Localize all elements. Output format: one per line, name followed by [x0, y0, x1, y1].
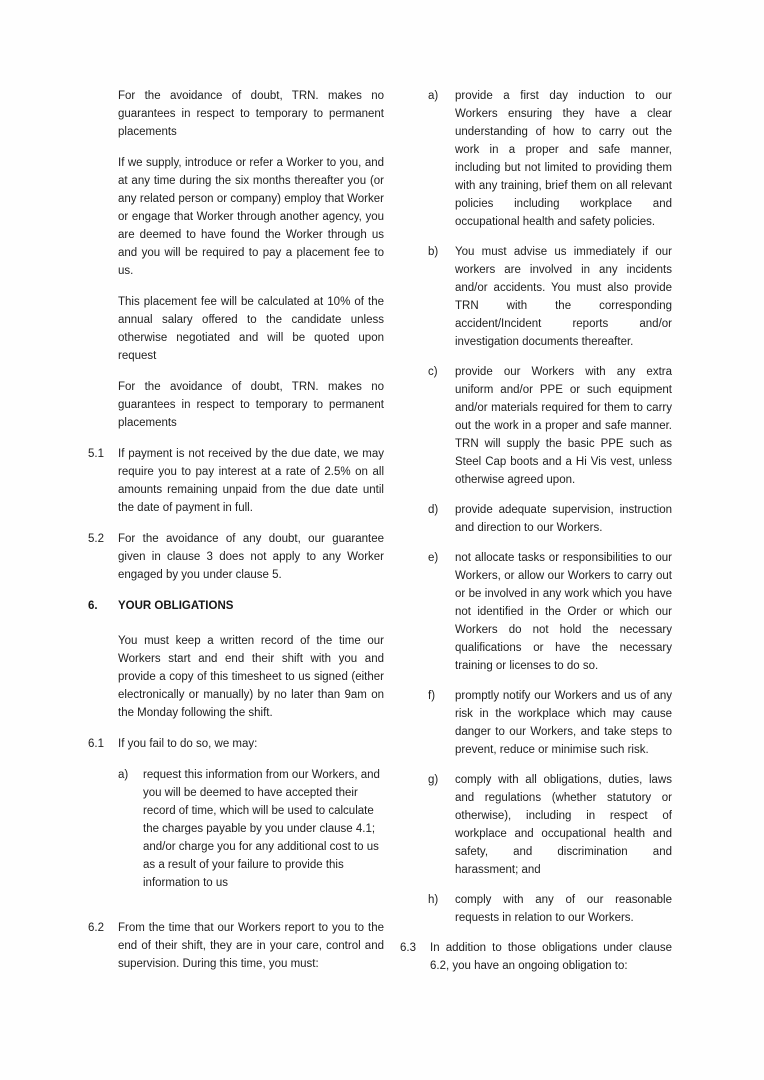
paragraph-placement-guarantee-1: For the avoidance of doubt, TRN. makes no guarantees in respect to temporary to permanent placements — [118, 90, 384, 138]
list-item-d — [400, 501, 672, 537]
paragraph-timesheet-record: You must keep a written record of the time our Workers start and end their shift with you and provide a copy of this timesheet to us signed (either electronically or manually) by no later than 9am on the Monday following the shift. — [118, 635, 384, 719]
list-marker: e) — [428, 552, 439, 564]
list-marker: h) — [428, 894, 439, 906]
paragraph-worker-referral: If we supply, introduce or refer a Worker to you, and at any time during the six months thereafter you (or any related person or company) employ that Worker or engage that Worker through another agency, you are deemed to have found the Worker through us and you will be required to pay a placement fee to us. — [118, 157, 384, 277]
clause-text: If payment is not received by the due date, we may require you to pay interest at a rate of 2.5% on all amounts remaining unpaid from the due date until the date of payment in full. — [118, 448, 384, 514]
list-marker: b) — [428, 246, 439, 258]
list-item-text: not allocate tasks or responsibilities to our Workers, or allow our Workers to carry out or be involved in any work which you have not identified in the Order or which our Workers do not hold the necessary qualifications or have the necessary training or licenses to do so. — [455, 552, 672, 672]
clause-5-2 — [88, 530, 384, 584]
left-column — [88, 87, 384, 986]
list-item-b — [400, 243, 672, 351]
list-item-text: comply with any of our reasonable requests in relation to our Workers. — [455, 894, 672, 924]
right-column — [400, 87, 672, 988]
clause-number: 6.1 — [88, 738, 104, 750]
list-item-text: request this information from our Workers, and you will be deemed to have accepted their record of time, which will be used to calculate the charges payable by you under clause 4.1; and/or charge you for any additional cost to us as a result of your failure to provide this information to us — [143, 769, 380, 889]
list-item-text: promptly notify our Workers and us of any risk in the workplace which may cause danger to our Workers, and take steps to prevent, reduce or minimise such risk. — [455, 690, 672, 756]
list-item-c — [400, 363, 672, 489]
clause-number: 6.3 — [400, 942, 416, 954]
clause-text: If you fail to do so, we may: — [118, 738, 258, 750]
list-item-a — [400, 87, 672, 231]
list-item-text: comply with all obligations, duties, laws and regulations (whether statutory or otherwise), including in respect of workplace and occupational health and safety, and discrimination and harassment; and — [455, 774, 672, 876]
clause-number: 6.2 — [88, 922, 104, 934]
clause-5-1 — [88, 445, 384, 517]
section-title: YOUR OBLIGATIONS — [118, 600, 234, 612]
list-item-text: You must advise us immediately if our workers are involved in any incidents and/or accidents. You must also provide TRN with the corresponding accident/Incident reports and/or investigation documents thereafter. — [455, 246, 672, 348]
clause-text: For the avoidance of any doubt, our guarantee given in clause 3 does not apply to any Worker engaged by you under clause 5. — [118, 533, 384, 581]
section-heading-your-obligations — [88, 597, 384, 615]
list-item-text: provide a first day induction to our Workers ensuring they have a clear understanding of how to carry out the work in a proper and safe manner, including but not limited to providing them with any training, brief them on all relevant policies including workplace and occupational health and safety policies. — [455, 90, 672, 228]
paragraph-placement-fee: This placement fee will be calculated at 10% of the annual salary offered to the candidate unless otherwise negotiated and will be quoted upon request — [118, 296, 384, 362]
list-marker: a) — [428, 90, 439, 102]
list-marker: a) — [118, 769, 129, 781]
list-marker: g) — [428, 774, 439, 786]
section-number: 6. — [88, 600, 98, 612]
list-item-e — [400, 549, 672, 675]
list-item-g — [400, 771, 672, 879]
clause-6-1 — [88, 735, 384, 753]
clause-6-2 — [88, 919, 384, 973]
list-item-text: provide adequate supervision, instruction and direction to our Workers. — [455, 504, 672, 534]
list-marker: d) — [428, 504, 439, 516]
list-item-f — [400, 687, 672, 759]
clause-number: 5.1 — [88, 448, 104, 460]
list-marker: f) — [428, 690, 436, 702]
list-item-h — [400, 891, 672, 927]
list-marker: c) — [428, 366, 438, 378]
clause-number: 5.2 — [88, 533, 104, 545]
clause-6-3 — [400, 939, 672, 975]
clause-text: In addition to those obligations under clause 6.2, you have an ongoing obligation to: — [430, 942, 672, 972]
clause-text: From the time that our Workers report to you to the end of their shift, they are in your care, control and supervision. During this time, you must: — [118, 922, 384, 970]
list-item-a-left — [88, 766, 384, 892]
list-item-text: provide our Workers with any extra uniform and/or PPE or such equipment and/or materials required for them to carry out the work in a proper and safe manner. TRN will supply the basic PPE such as Steel Cap boots and a Hi Vis vest, unless otherwise agreed upon. — [455, 366, 672, 486]
paragraph-placement-guarantee-2: For the avoidance of doubt, TRN. makes no guarantees in respect to temporary to permanent placements — [118, 381, 384, 429]
